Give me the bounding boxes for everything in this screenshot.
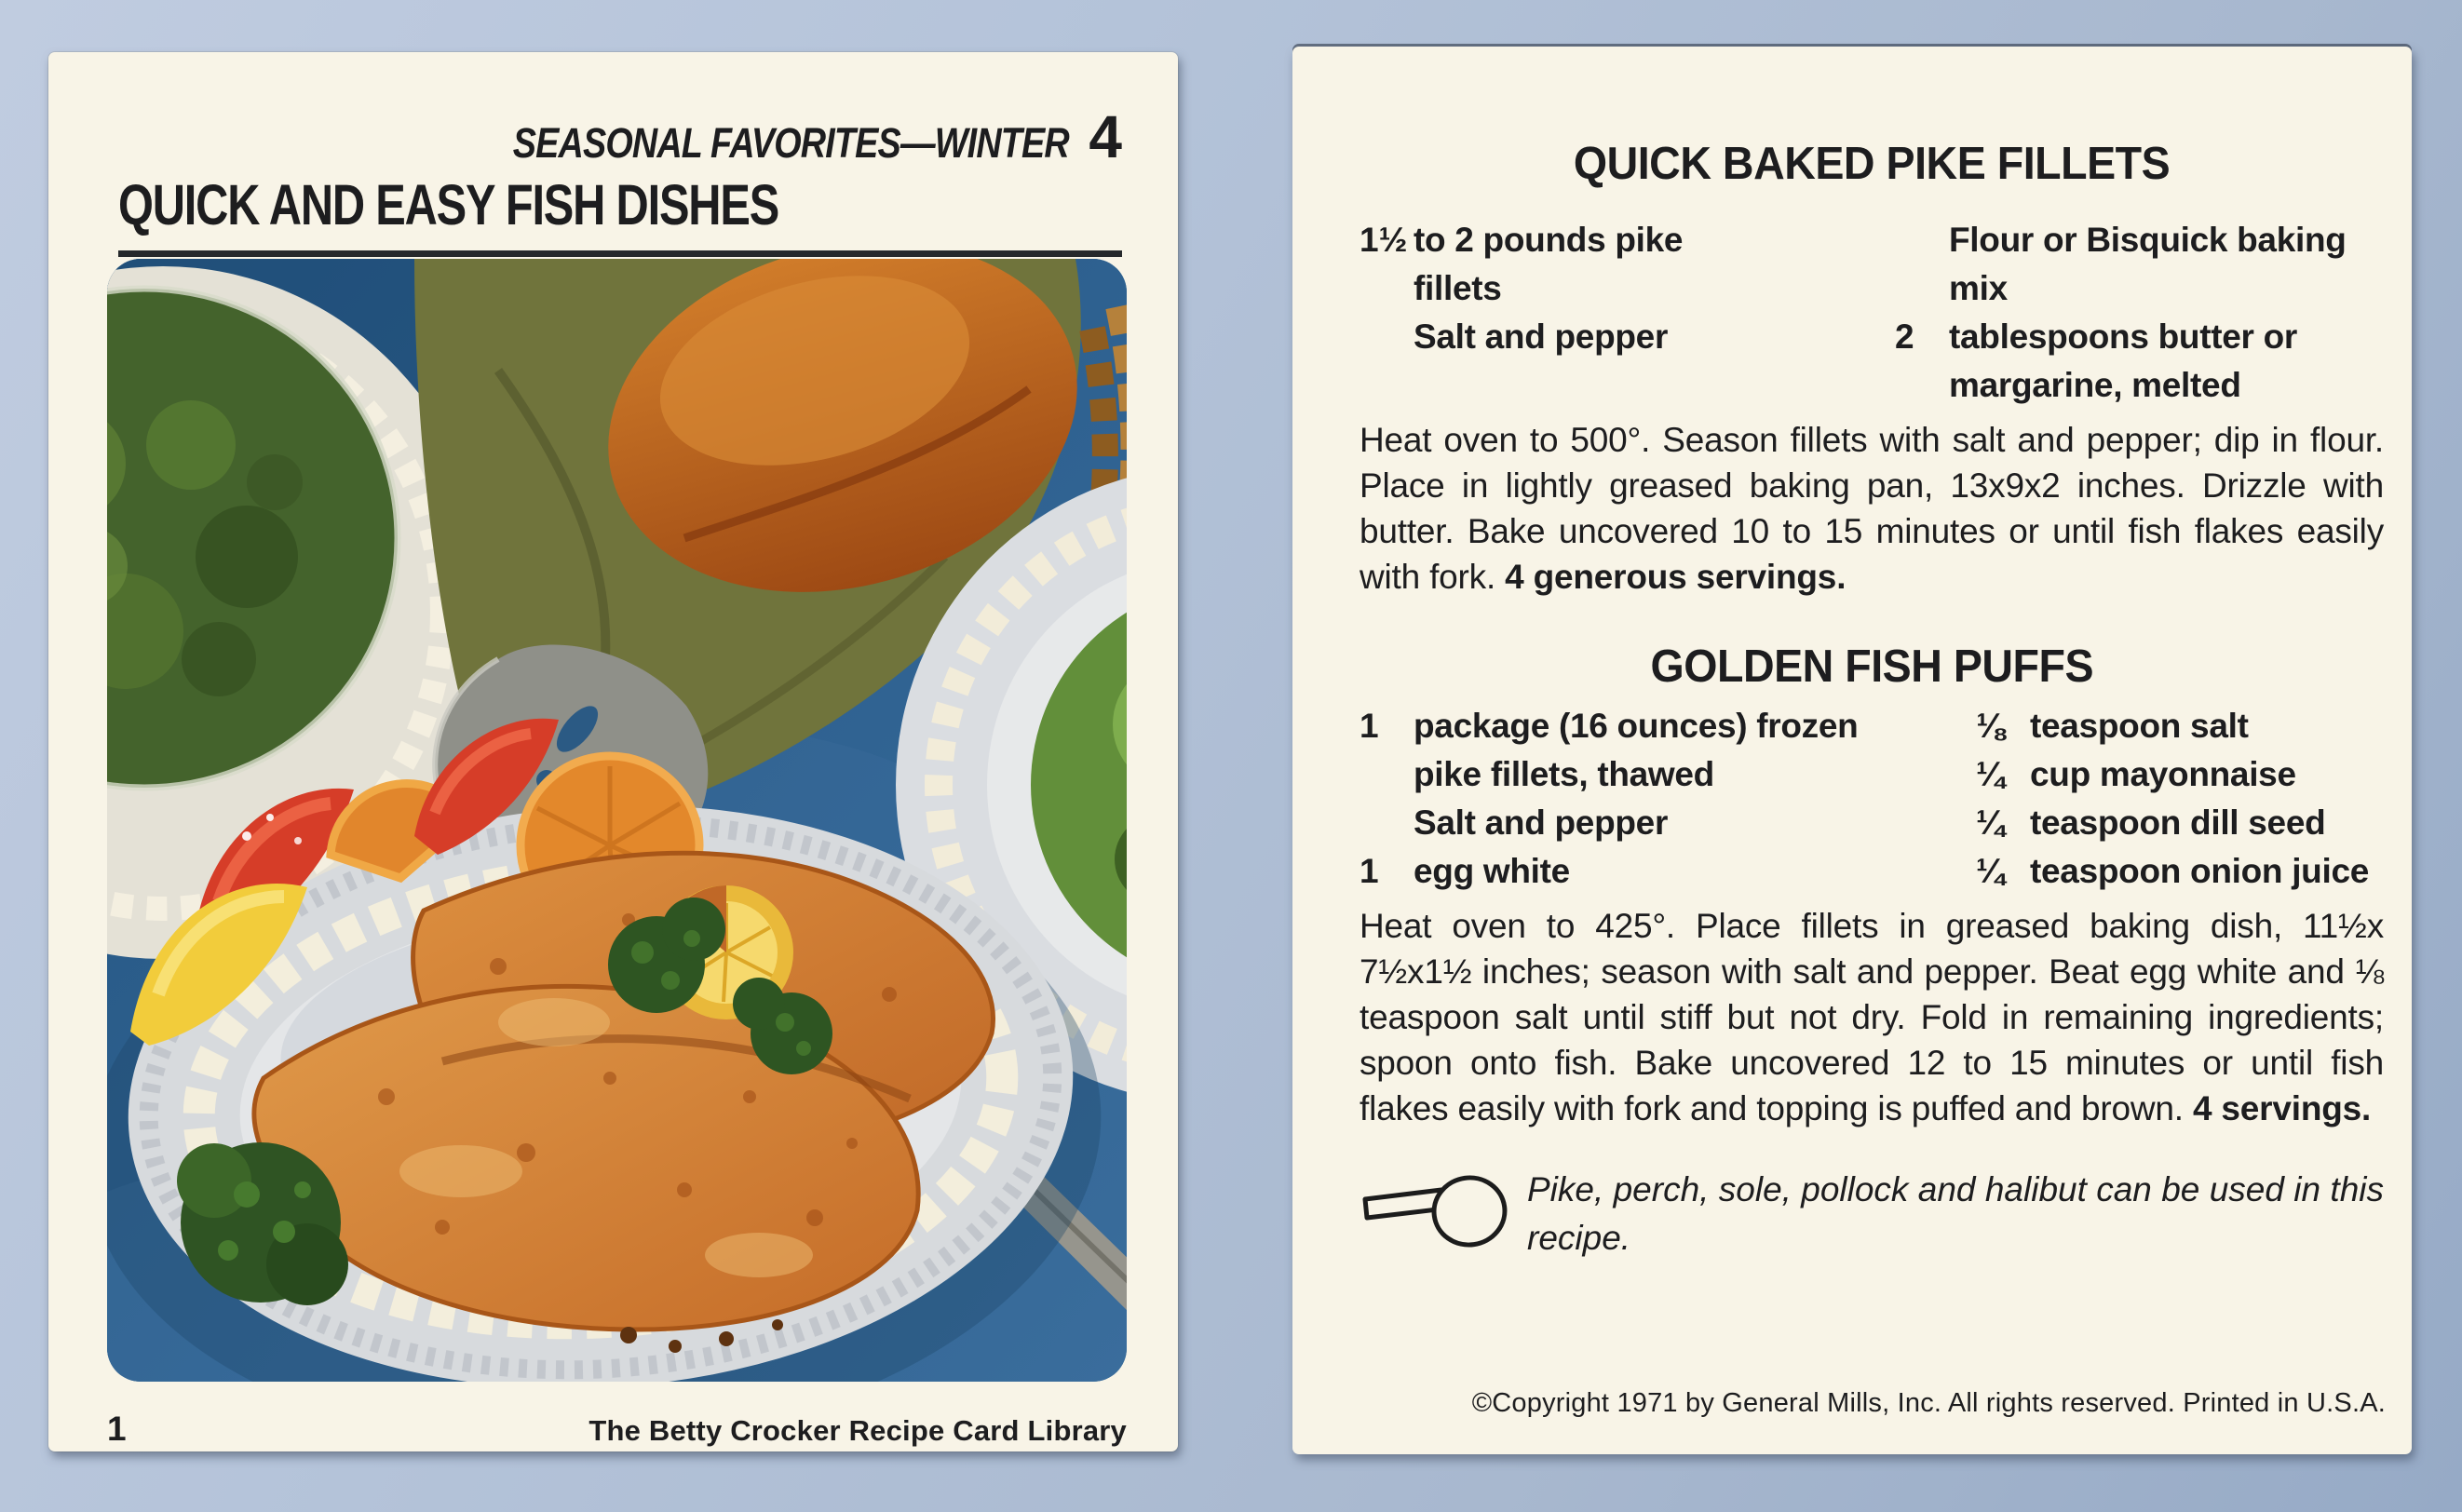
ingredients-quick-baked-pike-fillets (1360, 216, 2384, 410)
recipe-title-golden-fish-puffs: GOLDEN FISH PUFFS (1650, 641, 2093, 692)
recipe-card-back (1292, 47, 2412, 1454)
ingredient-row: ¼ cup mayonnaise (1976, 755, 2296, 793)
spoon-icon (1360, 1173, 1508, 1249)
ingredient-row: fillets (1414, 269, 1502, 307)
instructions-golden-fish-puffs: Heat oven to 425°. Place fillets in greased baking dish, 11½x 7½x1½ inches; season with salt and pepper. Beat egg white and ⅛ teaspoon salt until stiff but not dry. Fold in remaining ingredients; spoon onto fish. Bake uncovered 12 to 15 minutes or until fish flakes easily with fork and topping is puffed and brown. 4 servings. (1360, 907, 2384, 1127)
ingredient-column-right (1895, 216, 2384, 410)
servings-note: 4 generous servings. (1505, 558, 1846, 596)
page-number: 1 (107, 1410, 127, 1448)
front-card-footer (107, 1410, 1127, 1449)
card-number: 4 (1089, 103, 1122, 170)
series-title: SEASONAL FAVORITES—WINTER (512, 119, 1069, 167)
ingredient-row: ¼ teaspoon onion juice (1976, 852, 2370, 890)
ingredient-row: 1 egg white (1360, 852, 1570, 890)
ingredient-row: pike fillets, thawed (1414, 755, 1714, 793)
recipe-photo (107, 259, 1127, 1382)
ingredient-row: 1 package (16 ounces) frozen (1360, 707, 1859, 745)
recipe-card-front (48, 52, 1178, 1451)
ingredient-column-right (1976, 702, 2384, 896)
recipe-photo-illustration (107, 259, 1127, 1382)
front-card-header (118, 103, 1122, 257)
copyright-line: ©Copyright 1971 by General Mills, Inc. All rights reserved. Printed in U.S.A. (1471, 1388, 2386, 1418)
ingredient-column-left (1360, 216, 1895, 410)
ingredient-column-left (1360, 702, 1976, 896)
front-card-title: QUICK AND EASY FISH DISHES (118, 173, 779, 236)
ingredient-row: Flour or Bisquick baking mix (1949, 221, 2347, 307)
ingredient-row: Salt and pepper (1414, 803, 1669, 842)
ingredient-row: 2 tablespoons butter or (1895, 317, 2297, 356)
ingredient-row: margarine, melted (1949, 366, 2241, 404)
ingredient-row: Salt and pepper (1414, 317, 1669, 356)
back-card-content (1292, 47, 2412, 1262)
ingredient-row: 1½ to 2 pounds pike (1360, 221, 1684, 259)
ingredient-row: ¼ teaspoon dill seed (1976, 803, 2326, 842)
ingredients-golden-fish-puffs (1360, 702, 2384, 896)
library-name: The Betty Crocker Recipe Card Library (588, 1414, 1127, 1447)
header-rule (118, 250, 1122, 257)
recipe-title-quick-baked-pike-fillets: QUICK BAKED PIKE FILLETS (1573, 139, 2171, 189)
series-row (118, 103, 1122, 170)
servings-note: 4 servings. (2192, 1089, 2372, 1127)
substitution-note: Pike, perch, sole, pollock and halibut can be used in this recipe. (1360, 1166, 2384, 1262)
ingredient-row: ⅛ teaspoon salt (1976, 707, 2249, 745)
instructions-quick-baked-pike-fillets: Heat oven to 500°. Season fillets with salt and pepper; dip in flour. Place in lightly greased baking pan, 13x9x2 inches. Drizzle with butter. Bake uncovered 10 to 15 minutes or until fish flakes easily with fork. 4 generous servings. (1360, 421, 2384, 596)
